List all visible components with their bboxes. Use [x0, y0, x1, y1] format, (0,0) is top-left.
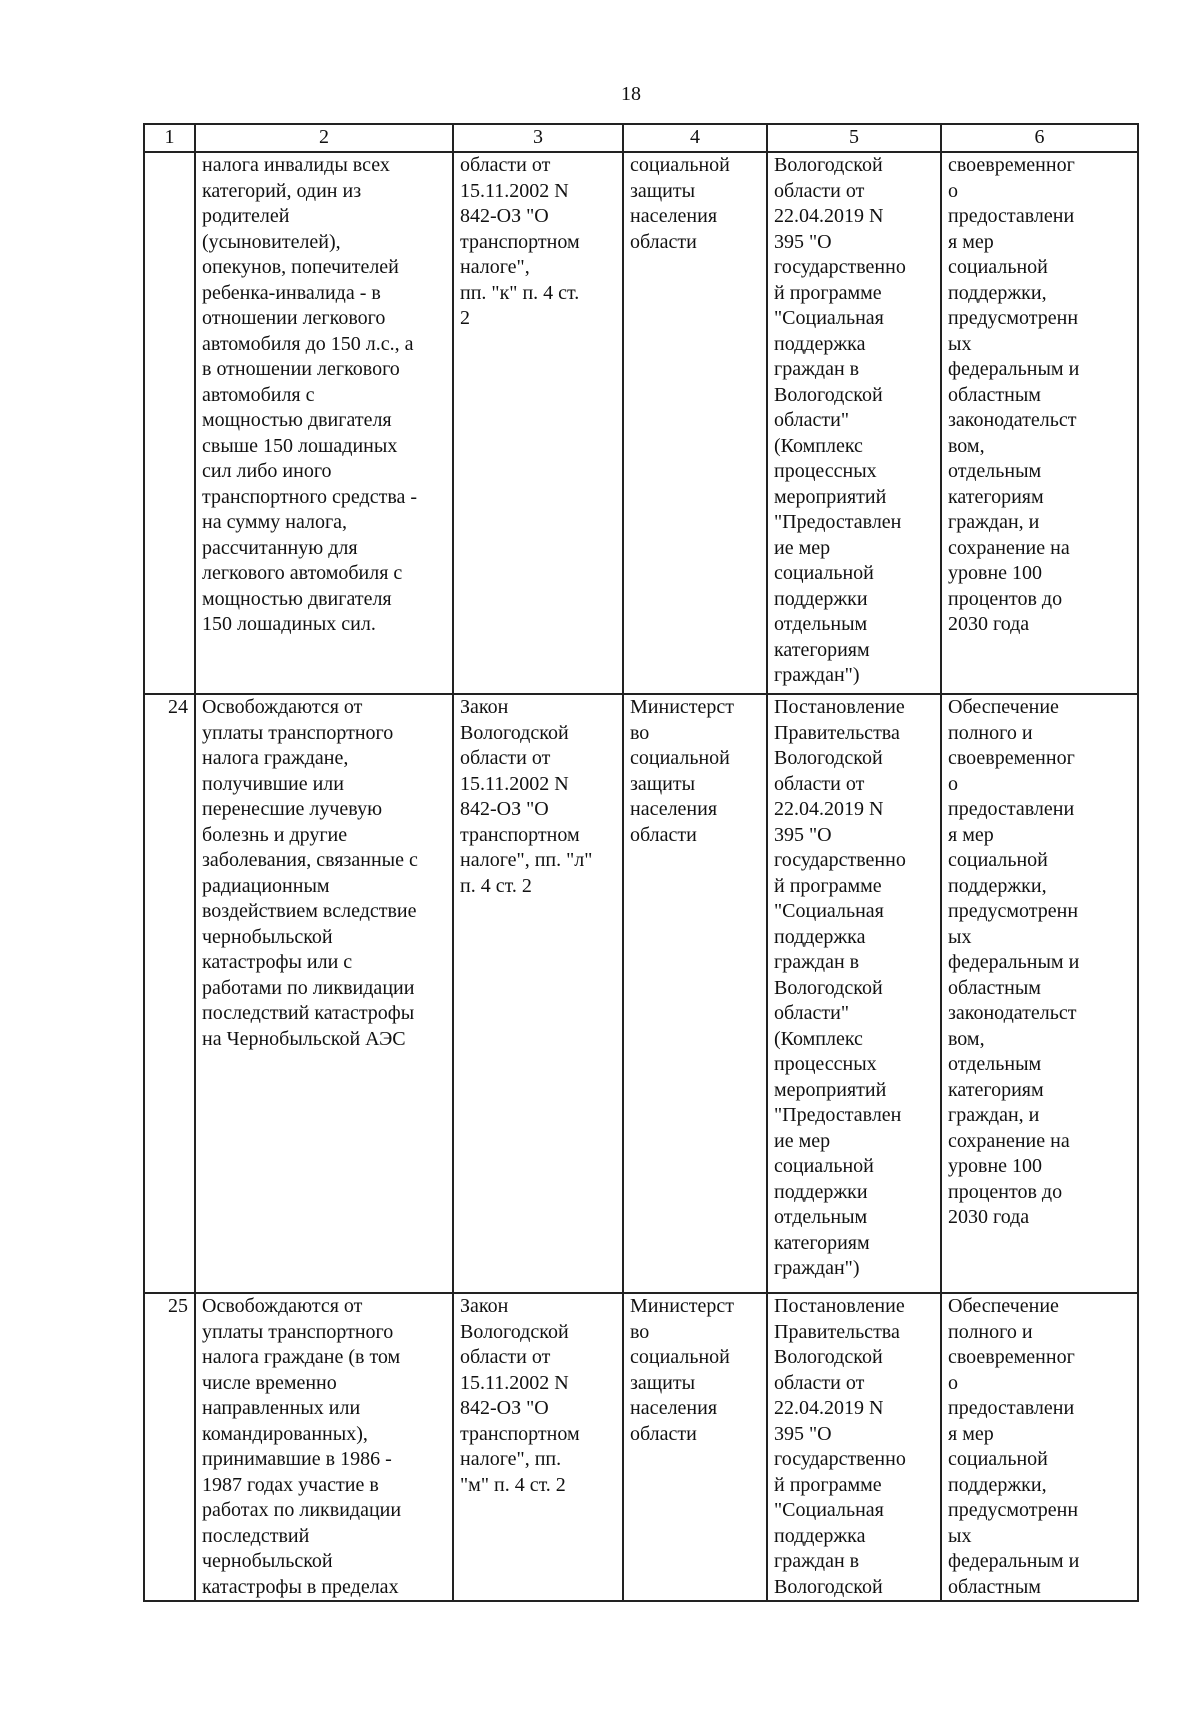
column-header: 2 [195, 124, 453, 152]
curator: Министерст во социальной защиты населения области [623, 694, 767, 1293]
goal: своевременног о предоставлени я мер социальной поддержки, предусмотренн ых федеральным и областным законодательст вом, отдельным категориям граждан, и сохранение на уровне 100 процентов до 2030 года [941, 152, 1138, 694]
state-program: Постановление Правительства Вологодской области от 22.04.2019 N 395 "О государственно й программе "Социальная поддержка граждан в Вологодской области" (Комплекс процессных мероприятий "Предоставлен ие мер социальной поддержки отдельным категориям граждан") [767, 694, 941, 1293]
state-program: Постановление Правительства Вологодской области от 22.04.2019 N 395 "О государственно й программе "Социальная поддержка граждан в Вологодской [767, 1293, 941, 1601]
goal: Обеспечение полного и своевременног о предоставлени я мер социальной поддержки, предусмотренн ых федеральным и областным законодательст вом, отдельным категориям граждан, и сохранение на уровне 100 процентов до 2030 года [941, 694, 1138, 1293]
curator: социальной защиты населения области [623, 152, 767, 694]
column-header: 1 [144, 124, 195, 152]
state-program: Вологодской области от 22.04.2019 N 395 "О государственно й программе "Социальная поддержка граждан в Вологодской области" (Комплекс процессных мероприятий "Предоставлен ие мер социальной поддержки отдельным категориям граждан") [767, 152, 941, 694]
row-number: 25 [144, 1293, 195, 1601]
curator: Министерст во социальной защиты населения области [623, 1293, 767, 1601]
benefits-table [143, 123, 1139, 1602]
goal: Обеспечение полного и своевременног о предоставлени я мер социальной поддержки, предусмотренн ых федеральным и областным [941, 1293, 1138, 1601]
column-header: 6 [941, 124, 1138, 152]
column-header: 4 [623, 124, 767, 152]
page-number: 18 [621, 83, 641, 105]
benefit-description: налога инвалиды всех категорий, один из родителей (усыновителей), опекунов, попечителей ребенка-инвалида - в отношении легкового автомобиля до 150 л.с., а в отношении легкового автомобиля с мощностью двигателя свыше 150 лошадиных сил либо иного транспортного средства - на сумму налога, рассчитанную для легкового автомобиля с мощностью двигателя 150 лошадиных сил. [195, 152, 453, 694]
table-row [144, 152, 1138, 694]
row-number [144, 152, 195, 694]
benefit-description: Освобождаются от уплаты транспортного налога граждане, получившие или перенесшие лучевую болезнь и другие заболевания, связанные с радиационным воздействием вследствие чернобыльской катастрофы или с работами по ликвидации последствий катастрофы на Чернобыльской АЭС [195, 694, 453, 1293]
row-number: 24 [144, 694, 195, 1293]
benefit-description: Освобождаются от уплаты транспортного налога граждане (в том числе временно направленных или командированных), принимавшие в 1986 - 1987 годах участие в работах по ликвидации последствий чернобыльской катастрофы в пределах [195, 1293, 453, 1601]
column-header: 5 [767, 124, 941, 152]
table-header-row [144, 124, 1138, 152]
legal-basis: Закон Вологодской области от 15.11.2002 N 842-ОЗ "О транспортном налоге", пп. "м" п. 4 ст. 2 [453, 1293, 623, 1601]
legal-basis: Закон Вологодской области от 15.11.2002 N 842-ОЗ "О транспортном налоге", пп. "л" п. 4 ст. 2 [453, 694, 623, 1293]
table-row [144, 694, 1138, 1293]
table-row [144, 1293, 1138, 1601]
legal-basis: области от 15.11.2002 N 842-ОЗ "О транспортном налоге", пп. "к" п. 4 ст. 2 [453, 152, 623, 694]
column-header: 3 [453, 124, 623, 152]
